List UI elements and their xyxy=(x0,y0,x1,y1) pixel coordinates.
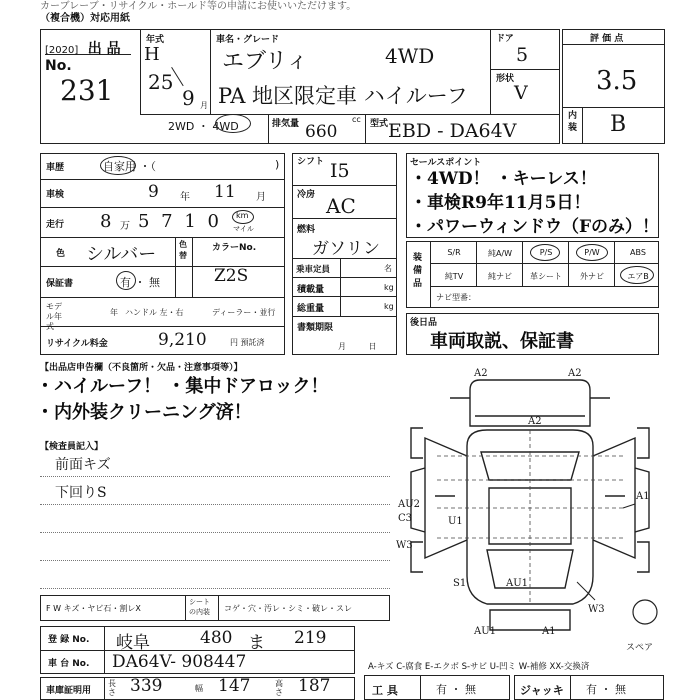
equip-navi: 純ナビ xyxy=(488,272,512,281)
dealer-report-line1: ・ハイルーフ！ ・集中ドアロック！ xyxy=(36,376,329,397)
capacity-label: 乗車定員 xyxy=(296,265,331,275)
reg-class: 480 xyxy=(200,628,233,648)
equip-ps-circle xyxy=(530,244,560,261)
cut-line-text: カーブレーブ・リサイクル・ホールド等の申請にお使いいただけます。 xyxy=(40,1,357,12)
model-type-value: EBD - DA64V xyxy=(388,120,517,142)
drive-written: 4WD xyxy=(385,44,435,68)
handle-label: ハンドル 左・右 xyxy=(125,308,184,317)
equip-alloy-wheel: 純A/W xyxy=(487,249,513,258)
mile-unit: マイル xyxy=(233,225,254,233)
length-value: 339 xyxy=(130,676,163,696)
height-value: 187 xyxy=(298,676,331,696)
docs-unit: 月 日 xyxy=(338,342,377,351)
warranty-options: 有 ・ 無 xyxy=(120,276,160,289)
month-value: 9 xyxy=(182,86,195,110)
equip-aftermarket-navi: 外ナビ xyxy=(580,272,604,281)
km-unit: km xyxy=(236,211,249,220)
garage-size-label: 車庫証明用 xyxy=(46,686,92,696)
dealer-report-label: 【出品店申告欄（不良箇所・欠品・注意事項等）】 xyxy=(40,363,243,373)
width-value: 147 xyxy=(218,676,251,696)
mark-au1-rear: AU1 xyxy=(506,578,529,589)
year-value: 25 xyxy=(148,70,174,94)
recycle-fee: 9,210 xyxy=(158,330,207,350)
interior-row-labels: F W キズ・ヤビ石・割レX xyxy=(46,604,141,613)
inspection-label: 車検 xyxy=(46,190,65,200)
equip-abs: ABS xyxy=(630,248,646,257)
year-tag: [2020] xyxy=(45,45,79,56)
mileage-label: 走行 xyxy=(46,220,65,230)
fuel-value: ガソリン xyxy=(312,239,380,259)
color-value: シルバー xyxy=(86,244,157,265)
history-selected-circle xyxy=(100,156,136,175)
car-rear-view xyxy=(490,610,570,630)
jack-options: 有 ・ 無 xyxy=(586,683,626,696)
capacity-unit: 名 xyxy=(384,264,392,273)
interior-label: 内装 xyxy=(568,111,578,133)
seat-items: コゲ・穴・汚レ・シミ・破レ・スレ xyxy=(224,604,352,613)
docs-label: 書類期限 xyxy=(297,323,334,333)
inspector-label: 【検査員記入】 xyxy=(40,442,104,452)
history-value: 自家用 ・（ xyxy=(103,160,156,173)
dealer-report-line2: ・内外装クリーニング済！ xyxy=(36,402,252,423)
tool-options: 有 ・ 無 xyxy=(436,683,476,696)
history-label: 車歴 xyxy=(46,163,65,173)
grade-value: PA 地区限定車 ハイルーフ xyxy=(218,84,468,108)
equip-airbag-circle xyxy=(620,266,654,284)
month-unit: 月 xyxy=(200,101,208,110)
chassis-value: DA64V- 908447 xyxy=(112,652,247,672)
navi-model-label: ナビ型番： xyxy=(436,293,476,302)
mark-au2: AU2 xyxy=(398,499,421,510)
color-label: 色 xyxy=(56,249,66,259)
shape-label: 形状 xyxy=(496,74,515,84)
mileage-rest: 5 7 1 0 xyxy=(138,211,222,232)
model-type-label: 型式 xyxy=(370,119,389,129)
reg-place: 岐阜 xyxy=(116,633,150,653)
mark-s1: S1 xyxy=(453,578,467,589)
dealer-label: ディーラー・並行 xyxy=(212,308,276,317)
mark-a2-hood: A2 xyxy=(528,416,542,427)
ac-label: 冷房 xyxy=(297,190,316,200)
drive-options: 2WD ・ 4WD xyxy=(168,120,239,133)
form-type-label: （複合機）対応用紙 xyxy=(40,13,130,24)
equip-tv: 純TV xyxy=(444,272,464,281)
reg-number: 219 xyxy=(294,628,327,648)
name-grade-label: 車名・グレード xyxy=(216,35,280,45)
shift-value: I5 xyxy=(330,160,350,182)
mark-a2-left: A2 xyxy=(474,368,488,379)
equip-power-steering: P/S xyxy=(539,248,553,257)
chassis-label: 車 台 No. xyxy=(48,659,90,669)
length-label: 長さ xyxy=(108,679,116,697)
inspection-year-unit: 年 xyxy=(180,192,190,203)
mileage-man-unit: 万 xyxy=(120,221,130,232)
history-block xyxy=(40,153,285,355)
mark-c3: C3 xyxy=(398,513,413,524)
mark-a1-right: A1 xyxy=(636,491,650,502)
equip-pw-circle xyxy=(576,244,608,261)
inspector-line1: 前面キズ xyxy=(55,457,111,473)
jack-label: ジャッキ xyxy=(520,684,564,697)
warranty-selected-circle xyxy=(116,271,136,290)
door-label: ドア xyxy=(496,34,514,44)
drive-selected-circle xyxy=(215,114,251,133)
mark-w3-left: W3 xyxy=(396,540,413,551)
after-items-label: 後日品 xyxy=(410,318,438,328)
mark-w3-right: W3 xyxy=(588,604,605,615)
shift-label: シフト xyxy=(297,157,325,167)
gross-unit: kg xyxy=(384,302,394,311)
equip-leather-seat: 革シート xyxy=(530,272,562,281)
load-unit: kg xyxy=(384,283,394,292)
width-label: 幅 xyxy=(195,684,203,693)
car-name: エブリィ xyxy=(222,49,309,74)
load-label: 積載量 xyxy=(297,285,325,295)
mark-a2-right: A2 xyxy=(568,368,582,379)
height-label: 高さ xyxy=(275,679,283,697)
recycle-label: リサイクル料金 xyxy=(46,339,108,349)
warranty-label: 保証書 xyxy=(46,279,74,289)
mark-a1-bottom: A1 xyxy=(542,626,556,637)
gross-label: 総重量 xyxy=(297,304,325,314)
recycle-unit: 円 預託済 xyxy=(230,338,265,347)
tool-label: 工 具 xyxy=(372,684,398,697)
equip-sr: S/R xyxy=(447,248,461,257)
spare-tire-icon xyxy=(633,600,657,624)
shape-value: V xyxy=(514,82,528,104)
cc-unit: cc xyxy=(352,115,361,124)
reg-kana: ま xyxy=(248,633,265,653)
rating-score: 3.5 xyxy=(596,66,638,96)
interior-score: B xyxy=(610,112,627,137)
rating-label: 評 価 点 xyxy=(590,34,624,44)
ac-value: AC xyxy=(326,194,356,218)
inspection-month-unit: 月 xyxy=(256,192,266,203)
seat-label: シートの内装 xyxy=(189,598,210,616)
inspector-line2: 下回りS xyxy=(55,485,107,501)
reg-label: 登 録 No. xyxy=(48,635,90,645)
color-change-label: 色替 xyxy=(179,240,187,260)
after-items-value: 車両取説、保証書 xyxy=(430,331,574,352)
lot-label-row xyxy=(45,38,131,74)
mark-u1: U1 xyxy=(448,516,463,527)
sales-point-1: ・4WD！ ・キーレス！ xyxy=(410,169,597,189)
sales-point-2: ・車検R9年11月5日！ xyxy=(410,193,591,213)
fuel-label: 燃料 xyxy=(297,225,316,235)
equip-airbag: エアB xyxy=(627,272,649,281)
model-year-label: モデル年式 xyxy=(46,302,62,331)
sales-point-3: ・パワーウィンドウ（Fのみ）！ xyxy=(410,217,660,237)
inspection-year: 9 xyxy=(148,182,159,202)
damage-legend: A-キズ C-腐食 E-エクボ S-サビ U-凹ミ W-補修 XX-交換済 xyxy=(368,662,590,672)
era-value: H xyxy=(144,44,160,65)
color-no-label: カラーNo. xyxy=(212,243,257,253)
equip-power-window: P/W xyxy=(584,248,600,257)
mileage-man: 8 xyxy=(100,211,112,232)
sales-point-label: セールスポイント xyxy=(410,158,482,168)
color-no-value: Z2S xyxy=(214,266,249,286)
door-value: 5 xyxy=(516,44,529,66)
spare-label: スペア xyxy=(626,643,654,653)
inspection-month: 11 xyxy=(214,182,236,202)
year-label: 年式 xyxy=(146,35,165,45)
equipment-label: 装備品 xyxy=(413,253,423,289)
lot-label: 出 品 No. xyxy=(45,41,121,74)
car-damage-diagram xyxy=(395,368,665,638)
mark-au1-bottom: AU1 xyxy=(474,626,497,637)
displacement-value: 660 xyxy=(305,122,338,142)
lot-number: 231 xyxy=(60,74,114,107)
displacement-label: 排気量 xyxy=(272,119,300,129)
model-year-unit: 年 xyxy=(110,308,118,317)
